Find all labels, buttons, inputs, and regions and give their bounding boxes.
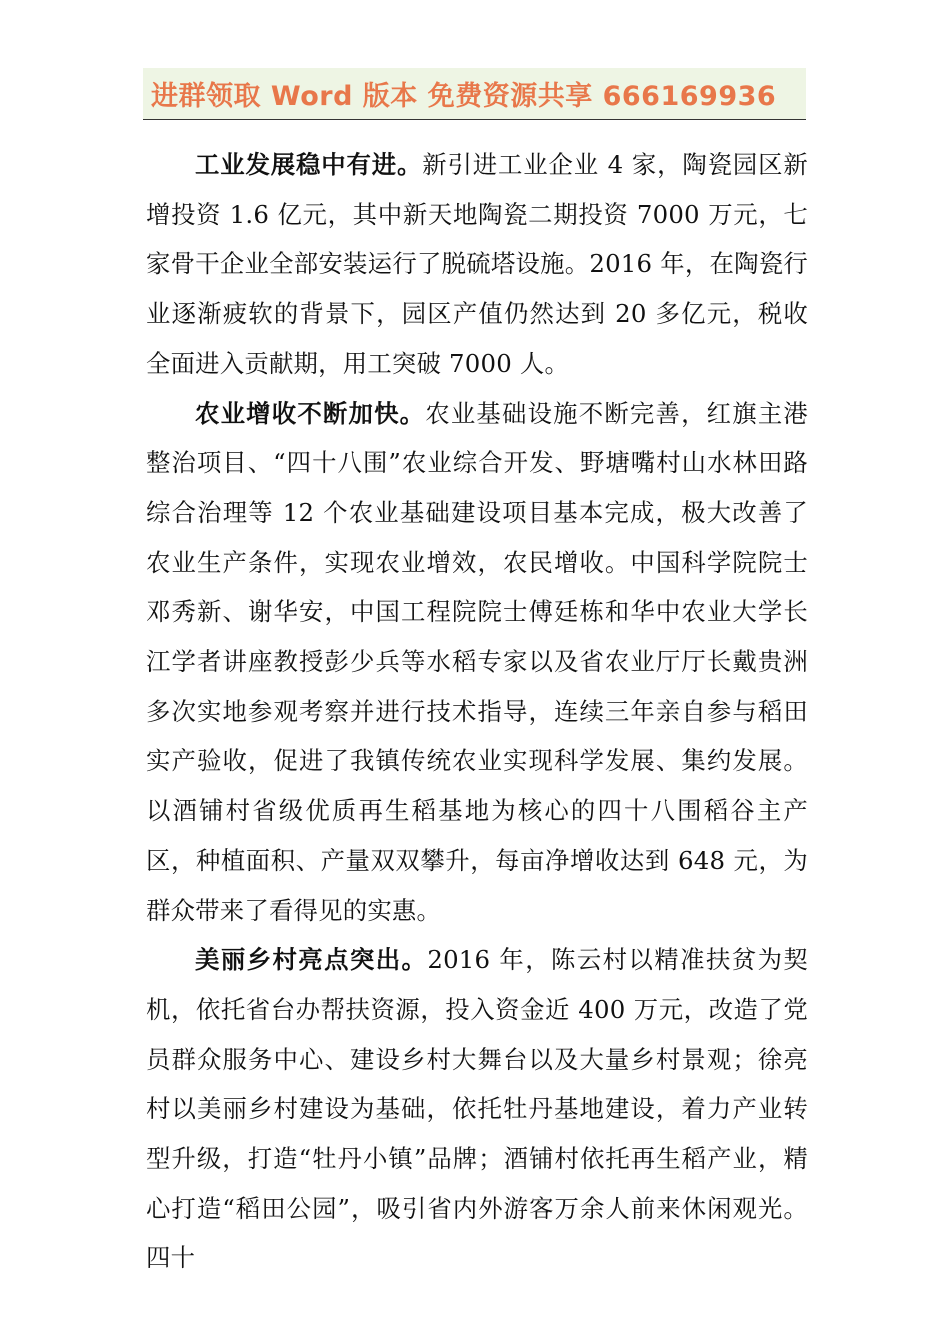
paragraph-text: 新引进工业企业 4 家，陶瓷园区新增投资 1.6 亿元，其中新天地陶瓷二期投资 7000 万元，七家骨干企业全部安装运行了脱硫塔设施。2016 年，在陶瓷行业逐渐疲软的背景下，园区产值仍然达到 20 多亿元，税收全面进入贡献期，用工突破 7000 人。 <box>146 150 808 378</box>
paragraph-lead: 美丽乡村亮点突出。 <box>195 945 428 975</box>
paragraph-lead: 农业增收不断加快。 <box>195 398 426 428</box>
paragraph-industry <box>146 140 808 389</box>
paragraph-lead: 工业发展稳中有进。 <box>195 150 423 179</box>
header-banner-text: 进群领取 Word 版本 免费资源共享 666169936 <box>151 81 777 112</box>
paragraph-rural <box>146 935 808 1283</box>
document-body <box>146 140 808 1283</box>
paragraph-agriculture <box>146 389 808 936</box>
paragraph-text: 农业基础设施不断完善，红旗主港整治项目、“四十八围”农业综合开发、野塘嘴村山水林田路综合治理等 12 个农业基础建设项目基本完成，极大改善了农业生产条件，实现农业增效，农民增收。中国科学院院士邓秀新、谢华安，中国工程院院士傅廷栋和华中农业大学长江学者讲座教授彭少兵等水稻专家以及省农业厅厅长戴贵洲多次实地参观考察并进行技术指导，连续三年亲自参与稻田实产验收，促进了我镇传统农业实现科学发展、集约发展。以酒铺村省级优质再生稻基地为核心的四十八围稻谷主产区，种植面积、产量双双攀升，每亩净增收达到 648 元，为群众带来了看得见的实惠。 <box>146 398 808 925</box>
paragraph-text: 2016 年，陈云村以精准扶贫为契机，依托省台办帮扶资源，投入资金近 400 万元，改造了党员群众服务中心、建设乡村大舞台以及大量乡村景观；徐亮村以美丽乡村建设为基础，依托牡丹基地建设，着力产业转型升级，打造“牡丹小镇”品牌；酒铺村依托再生稻产业，精心打造“稻田公园”，吸引省内外游客万余人前来休闲观光。四十 <box>146 945 808 1273</box>
header-banner <box>143 68 806 120</box>
